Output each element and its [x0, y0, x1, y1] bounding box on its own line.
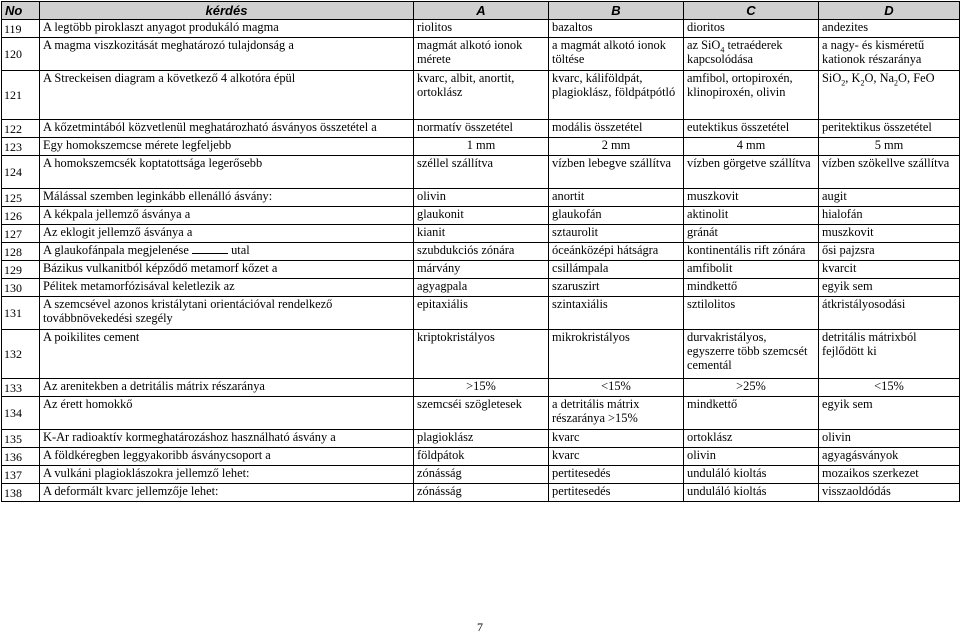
- answer-d-cell: visszaoldódás: [819, 484, 960, 502]
- question-cell: A legtöbb piroklaszt anyagot produkáló magma: [40, 20, 414, 38]
- row-number: 134: [2, 397, 40, 430]
- table-row: [2, 466, 960, 484]
- question-cell: A homokszemcsék koptatottsága legerősebb: [40, 156, 414, 189]
- row-number: 137: [2, 466, 40, 484]
- table-row: [2, 156, 960, 189]
- row-number: 133: [2, 379, 40, 397]
- answer-d-cell: SiO$_2$, $K_2O$, $Na_2O$, FeO: [819, 71, 960, 120]
- table-row: [2, 138, 960, 156]
- question-cell: Az eklogit jellemző ásványa a: [40, 225, 414, 243]
- answer-a-cell: zónásság: [414, 484, 549, 502]
- header-row: [2, 2, 960, 20]
- fill-in-blank: [192, 253, 228, 254]
- row-number: 135: [2, 430, 40, 448]
- answer-a-cell: glaukonit: [414, 207, 549, 225]
- answer-b-cell: glaukofán: [549, 207, 684, 225]
- answer-a-cell: zónásság: [414, 466, 549, 484]
- answer-b-cell: 2 mm: [549, 138, 684, 156]
- answer-b-cell: mikrokristályos: [549, 330, 684, 379]
- answer-c-cell: amfibolit: [684, 261, 819, 279]
- header-b: B: [549, 2, 684, 20]
- header-d: D: [819, 2, 960, 20]
- answer-c-cell: gránát: [684, 225, 819, 243]
- answer-c-cell: eutektikus összetétel: [684, 120, 819, 138]
- question-cell: K-Ar radioaktív kormeghatározáshoz használható ásvány a: [40, 430, 414, 448]
- header-question: kérdés: [40, 2, 414, 20]
- row-number: 131: [2, 297, 40, 330]
- answer-c-cell: dioritos: [684, 20, 819, 38]
- answer-d-cell: peritektikus összetétel: [819, 120, 960, 138]
- answer-c-cell: unduláló kioltás: [684, 466, 819, 484]
- question-cell: Málással szemben leginkább ellenálló ásvány:: [40, 189, 414, 207]
- header-a: A: [414, 2, 549, 20]
- table-row: [2, 20, 960, 38]
- answer-a-cell: magmát alkotó ionok mérete: [414, 38, 549, 71]
- answer-d-cell: muszkovit: [819, 225, 960, 243]
- row-number: 130: [2, 279, 40, 297]
- answer-a-cell: földpátok: [414, 448, 549, 466]
- answer-d-cell: egyik sem: [819, 279, 960, 297]
- answer-d-cell: augit: [819, 189, 960, 207]
- answer-b-cell: anortit: [549, 189, 684, 207]
- answer-b-cell: szintaxiális: [549, 297, 684, 330]
- answer-b-cell: vízben lebegve szállítva: [549, 156, 684, 189]
- table-row: [2, 243, 960, 261]
- question-cell: Egy homokszemcse mérete legfeljebb: [40, 138, 414, 156]
- question-cell: A magma viszkozitását meghatározó tulajdonság a: [40, 38, 414, 71]
- answer-a-cell: epitaxiális: [414, 297, 549, 330]
- answer-b-cell: kvarc: [549, 430, 684, 448]
- answer-d-cell: vízben szökellve szállítva: [819, 156, 960, 189]
- header-c: C: [684, 2, 819, 20]
- table-row: [2, 379, 960, 397]
- answer-c-cell: muszkovit: [684, 189, 819, 207]
- answer-b-cell: modális összetétel: [549, 120, 684, 138]
- answer-d-cell: kvarcit: [819, 261, 960, 279]
- table-row: [2, 207, 960, 225]
- answer-b-cell: pertitesedés: [549, 466, 684, 484]
- answer-c-cell: mindkettő: [684, 279, 819, 297]
- answer-d-cell: ősi pajzsra: [819, 243, 960, 261]
- table-row: [2, 120, 960, 138]
- question-cell: A glaukofánpala megjelenése utal: [40, 243, 414, 261]
- table-row: [2, 448, 960, 466]
- answer-c-cell: az SiO$_4$ tetraéderek kapcsolódása: [684, 38, 819, 71]
- question-cell: Pélitek metamorfózisával keletlezik az: [40, 279, 414, 297]
- answer-c-cell: amfibol, ortopiroxén, klinopiroxén, olivin: [684, 71, 819, 120]
- answer-b-cell: sztaurolit: [549, 225, 684, 243]
- question-cell: A szemcsével azonos kristálytani orientációval rendelkező továbbnövekedési szegély: [40, 297, 414, 330]
- table-row: [2, 225, 960, 243]
- answer-c-cell: kontinentális rift zónára: [684, 243, 819, 261]
- answer-b-cell: a detritális mátrix részaránya >15%: [549, 397, 684, 430]
- answer-c-cell: olivin: [684, 448, 819, 466]
- answer-d-cell: andezites: [819, 20, 960, 38]
- header-no: No: [2, 2, 40, 20]
- question-cell: A poikilites cement: [40, 330, 414, 379]
- table-row: [2, 38, 960, 71]
- answer-d-cell: hialofán: [819, 207, 960, 225]
- answer-d-cell: <15%: [819, 379, 960, 397]
- answer-d-cell: olivin: [819, 430, 960, 448]
- row-number: 127: [2, 225, 40, 243]
- answer-b-cell: szaruszirt: [549, 279, 684, 297]
- answer-b-cell: <15%: [549, 379, 684, 397]
- row-number: 120: [2, 38, 40, 71]
- answer-d-cell: detritális mátrixból fejlődött ki: [819, 330, 960, 379]
- table-row: [2, 279, 960, 297]
- answer-c-cell: unduláló kioltás: [684, 484, 819, 502]
- answer-a-cell: kvarc, albit, anortit, ortoklász: [414, 71, 549, 120]
- answer-a-cell: márvány: [414, 261, 549, 279]
- row-number: 136: [2, 448, 40, 466]
- answer-b-cell: pertitesedés: [549, 484, 684, 502]
- answer-a-cell: plagioklász: [414, 430, 549, 448]
- table-row: [2, 297, 960, 330]
- answer-b-cell: kvarc: [549, 448, 684, 466]
- question-cell: Az érett homokkő: [40, 397, 414, 430]
- answer-c-cell: aktinolit: [684, 207, 819, 225]
- answer-a-cell: szemcséi szögletesek: [414, 397, 549, 430]
- answer-c-cell: durvakristályos, egyszerre több szemcsét cementál: [684, 330, 819, 379]
- row-number: 128: [2, 243, 40, 261]
- answer-b-cell: kvarc, káliföldpát, plagioklász, földpátpótló: [549, 71, 684, 120]
- question-cell: A Streckeisen diagram a következő 4 alkotóra épül: [40, 71, 414, 120]
- row-number: 132: [2, 330, 40, 379]
- row-number: 126: [2, 207, 40, 225]
- question-cell: A vulkáni plagioklászokra jellemző lehet:: [40, 466, 414, 484]
- table-row: [2, 261, 960, 279]
- question-cell: A deformált kvarc jellemzője lehet:: [40, 484, 414, 502]
- answer-d-cell: agyagásványok: [819, 448, 960, 466]
- answer-a-cell: széllel szállítva: [414, 156, 549, 189]
- answer-d-cell: mozaikos szerkezet: [819, 466, 960, 484]
- table-row: [2, 397, 960, 430]
- answer-a-cell: 1 mm: [414, 138, 549, 156]
- answer-c-cell: ortoklász: [684, 430, 819, 448]
- answer-c-cell: mindkettő: [684, 397, 819, 430]
- answer-a-cell: normatív összetétel: [414, 120, 549, 138]
- question-cell: Az arenitekben a detritális mátrix részaránya: [40, 379, 414, 397]
- table-row: [2, 484, 960, 502]
- row-number: 124: [2, 156, 40, 189]
- row-number: 119: [2, 20, 40, 38]
- answer-a-cell: >15%: [414, 379, 549, 397]
- quiz-table: [1, 1, 960, 502]
- row-number: 121: [2, 71, 40, 120]
- answer-a-cell: riolitos: [414, 20, 549, 38]
- row-number: 122: [2, 120, 40, 138]
- answer-c-cell: vízben görgetve szállítva: [684, 156, 819, 189]
- answer-b-cell: csillámpala: [549, 261, 684, 279]
- table-row: [2, 189, 960, 207]
- question-cell: A földkéregben leggyakoribb ásványcsoport a: [40, 448, 414, 466]
- answer-a-cell: agyagpala: [414, 279, 549, 297]
- answer-a-cell: kriptokristályos: [414, 330, 549, 379]
- answer-b-cell: a magmát alkotó ionok töltése: [549, 38, 684, 71]
- answer-d-cell: átkristályosodási: [819, 297, 960, 330]
- table-row: [2, 330, 960, 379]
- answer-c-cell: >25%: [684, 379, 819, 397]
- answer-c-cell: 4 mm: [684, 138, 819, 156]
- answer-a-cell: szubdukciós zónára: [414, 243, 549, 261]
- row-number: 138: [2, 484, 40, 502]
- question-cell: Bázikus vulkanitból képződő metamorf kőzet a: [40, 261, 414, 279]
- answer-a-cell: olivin: [414, 189, 549, 207]
- answer-b-cell: óceánközépi hátságra: [549, 243, 684, 261]
- table-row: [2, 71, 960, 120]
- row-number: 123: [2, 138, 40, 156]
- question-cell: A kékpala jellemző ásványa a: [40, 207, 414, 225]
- table-row: [2, 430, 960, 448]
- page-number: 7: [477, 620, 483, 634]
- answer-a-cell: kianit: [414, 225, 549, 243]
- row-number: 125: [2, 189, 40, 207]
- answer-d-cell: a nagy- és kisméretű kationok részaránya: [819, 38, 960, 71]
- answer-d-cell: 5 mm: [819, 138, 960, 156]
- answer-b-cell: bazaltos: [549, 20, 684, 38]
- row-number: 129: [2, 261, 40, 279]
- answer-d-cell: egyik sem: [819, 397, 960, 430]
- question-cell: A kőzetmintából közvetlenül meghatározható ásványos összetétel a: [40, 120, 414, 138]
- answer-c-cell: sztilolitos: [684, 297, 819, 330]
